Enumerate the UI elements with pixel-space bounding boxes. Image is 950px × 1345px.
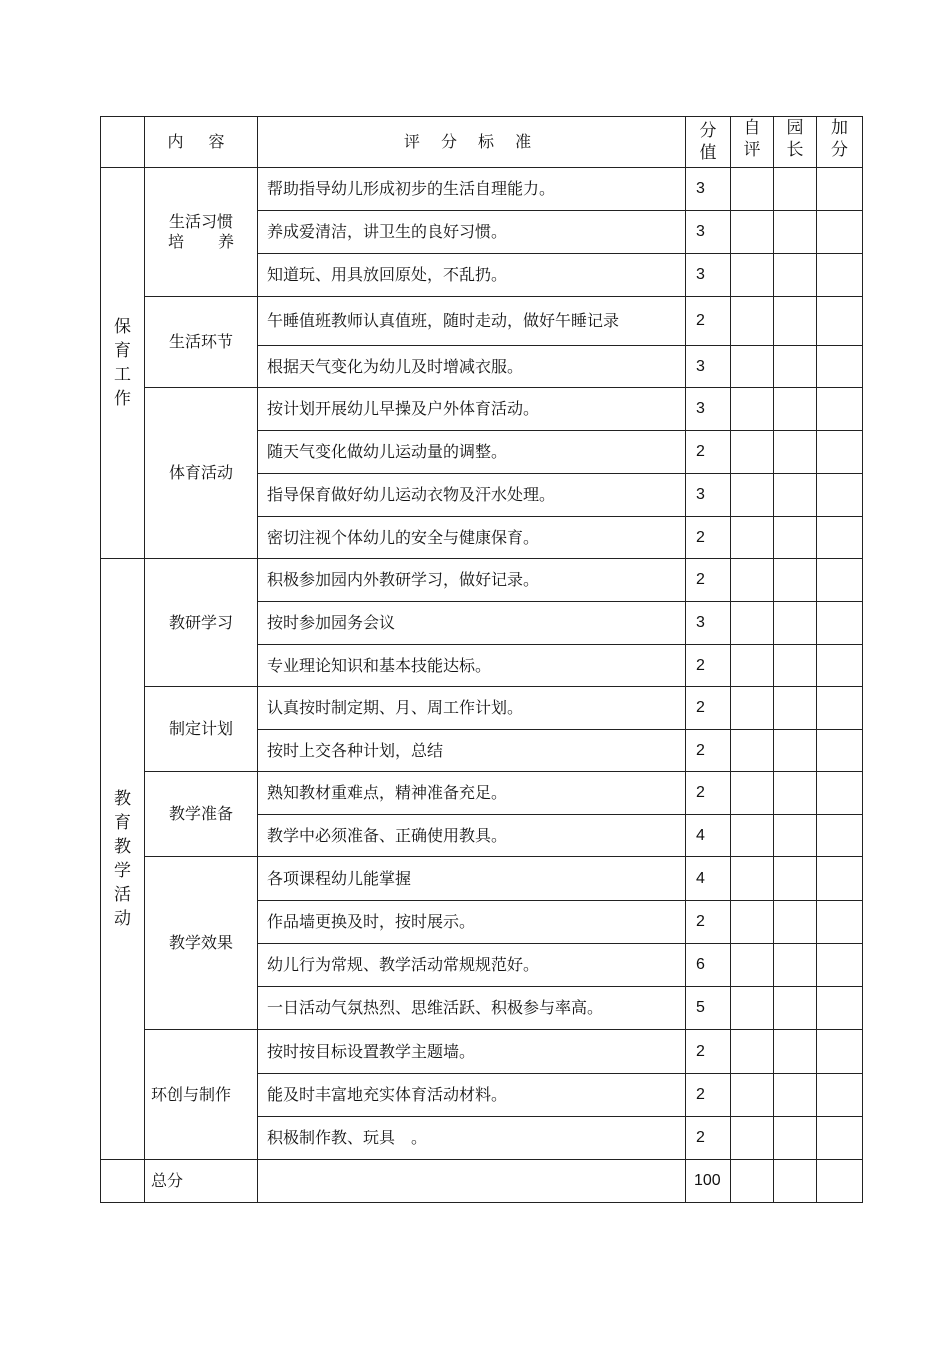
score-value: 3 <box>686 474 731 517</box>
score-value: 2 <box>686 1030 731 1074</box>
criterion-text: 养成爱清洁，讲卫生的良好习惯。 <box>258 211 686 254</box>
bonus-score-cell[interactable] <box>817 602 863 645</box>
criterion-text: 按时按目标设置教学主题墙。 <box>258 1030 686 1074</box>
header-self: 自评 <box>731 117 774 168</box>
director-score-cell[interactable] <box>774 297 817 346</box>
criterion-text: 一日活动气氛热烈、思维活跃、积极参与率高。 <box>258 987 686 1030</box>
table-row <box>101 388 863 431</box>
score-value: 2 <box>686 645 731 687</box>
score-value: 3 <box>686 602 731 645</box>
table-row <box>101 857 863 901</box>
criterion-text: 密切注视个体幼儿的安全与健康保育。 <box>258 517 686 559</box>
criterion-text: 教学中必须准备、正确使用教具。 <box>258 815 686 857</box>
self-score-cell[interactable] <box>731 602 774 645</box>
criterion-text: 认真按时制定期、月、周工作计划。 <box>258 687 686 730</box>
director-score-cell[interactable] <box>774 1030 817 1074</box>
criterion-text: 午睡值班教师认真值班，随时走动，做好午睡记录 <box>258 297 686 346</box>
self-score-cell[interactable] <box>731 901 774 944</box>
group-teaching-prep: 教学准备 <box>145 772 258 857</box>
self-score-cell[interactable] <box>731 687 774 730</box>
bonus-score-cell[interactable] <box>817 687 863 730</box>
total-score: 100 <box>686 1160 731 1203</box>
director-score-cell[interactable] <box>774 645 817 687</box>
header-content: 内 容 <box>145 117 258 168</box>
total-blank-cell <box>101 1160 145 1203</box>
director-score-cell[interactable] <box>774 987 817 1030</box>
bonus-score-cell[interactable] <box>817 1160 863 1203</box>
self-score-cell[interactable] <box>731 168 774 211</box>
criterion-text: 幼儿行为常规、教学活动常规规范好。 <box>258 944 686 987</box>
score-value: 2 <box>686 517 731 559</box>
bonus-score-cell[interactable] <box>817 944 863 987</box>
criterion-text: 专业理论知识和基本技能达标。 <box>258 645 686 687</box>
criterion-text: 积极参加园内外教研学习，做好记录。 <box>258 559 686 602</box>
bonus-score-cell[interactable] <box>817 388 863 431</box>
score-value: 2 <box>686 901 731 944</box>
director-score-cell[interactable] <box>774 211 817 254</box>
criterion-text: 积极制作教、玩具 。 <box>258 1117 686 1160</box>
score-value: 3 <box>686 168 731 211</box>
category-care: 保育工作 <box>101 168 145 559</box>
score-value: 3 <box>686 346 731 388</box>
bonus-score-cell[interactable] <box>817 645 863 687</box>
criterion-text: 按时参加园务会议 <box>258 602 686 645</box>
score-value: 2 <box>686 297 731 346</box>
director-score-cell[interactable] <box>774 517 817 559</box>
self-score-cell[interactable] <box>731 517 774 559</box>
director-score-cell[interactable] <box>774 431 817 474</box>
bonus-score-cell[interactable] <box>817 474 863 517</box>
group-environment-crafts: 环创与制作 <box>145 1030 258 1160</box>
bonus-score-cell[interactable] <box>817 815 863 857</box>
director-score-cell[interactable] <box>774 901 817 944</box>
score-value: 2 <box>686 559 731 602</box>
self-score-cell[interactable] <box>731 645 774 687</box>
group-make-plans: 制定计划 <box>145 687 258 772</box>
bonus-score-cell[interactable] <box>817 901 863 944</box>
criterion-text: 作品墙更换及时，按时展示。 <box>258 901 686 944</box>
score-value: 2 <box>686 772 731 815</box>
bonus-score-cell[interactable] <box>817 168 863 211</box>
bonus-score-cell[interactable] <box>817 559 863 602</box>
table-row <box>101 559 863 602</box>
criterion-text: 随天气变化做幼儿运动量的调整。 <box>258 431 686 474</box>
bonus-score-cell[interactable] <box>817 254 863 297</box>
self-score-cell[interactable] <box>731 730 774 772</box>
bonus-score-cell[interactable] <box>817 297 863 346</box>
criterion-text: 根据天气变化为幼儿及时增减衣服。 <box>258 346 686 388</box>
bonus-score-cell[interactable] <box>817 431 863 474</box>
self-score-cell[interactable] <box>731 1074 774 1117</box>
director-score-cell[interactable] <box>774 346 817 388</box>
bonus-score-cell[interactable] <box>817 346 863 388</box>
header-criteria: 评 分 标 准 <box>258 117 686 168</box>
director-score-cell[interactable] <box>774 730 817 772</box>
table-row <box>101 687 863 730</box>
total-criteria-cell <box>258 1160 686 1203</box>
director-score-cell[interactable] <box>774 559 817 602</box>
director-score-cell[interactable] <box>774 772 817 815</box>
table-row <box>101 1030 863 1074</box>
self-score-cell[interactable] <box>731 388 774 431</box>
bonus-score-cell[interactable] <box>817 1074 863 1117</box>
header-director: 园长 <box>774 117 817 168</box>
self-score-cell[interactable] <box>731 1117 774 1160</box>
director-score-cell[interactable] <box>774 687 817 730</box>
director-score-cell[interactable] <box>774 1117 817 1160</box>
score-value: 6 <box>686 944 731 987</box>
criterion-text: 指导保育做好幼儿运动衣物及汗水处理。 <box>258 474 686 517</box>
total-label: 总分 <box>145 1160 258 1203</box>
criterion-text: 各项课程幼儿能掌握 <box>258 857 686 901</box>
score-value: 3 <box>686 254 731 297</box>
criterion-text: 能及时丰富地充实体育活动材料。 <box>258 1074 686 1117</box>
self-score-cell[interactable] <box>731 1030 774 1074</box>
self-score-cell[interactable] <box>731 431 774 474</box>
score-value: 5 <box>686 987 731 1030</box>
self-score-cell[interactable] <box>731 815 774 857</box>
table-row <box>101 772 863 815</box>
score-value: 4 <box>686 857 731 901</box>
director-score-cell[interactable] <box>774 254 817 297</box>
self-score-cell[interactable] <box>731 1160 774 1203</box>
group-teaching-results: 教学效果 <box>145 857 258 1030</box>
criterion-text: 按计划开展幼儿早操及户外体育活动。 <box>258 388 686 431</box>
header-blank-cell <box>101 117 145 168</box>
bonus-score-cell[interactable] <box>817 1117 863 1160</box>
criterion-text: 帮助指导幼儿形成初步的生活自理能力。 <box>258 168 686 211</box>
group-daily-routine: 生活环节 <box>145 297 258 388</box>
category-teaching: 教育教学活动 <box>101 559 145 1160</box>
bonus-score-cell[interactable] <box>817 1030 863 1074</box>
score-value: 2 <box>686 730 731 772</box>
director-score-cell[interactable] <box>774 857 817 901</box>
score-value: 3 <box>686 388 731 431</box>
self-score-cell[interactable] <box>731 772 774 815</box>
bonus-score-cell[interactable] <box>817 517 863 559</box>
director-score-cell[interactable] <box>774 388 817 431</box>
score-value: 4 <box>686 815 731 857</box>
director-score-cell[interactable] <box>774 1074 817 1117</box>
bonus-score-cell[interactable] <box>817 211 863 254</box>
director-score-cell[interactable] <box>774 944 817 987</box>
header-bonus: 加分 <box>817 117 863 168</box>
score-value: 3 <box>686 211 731 254</box>
criterion-text: 熟知教材重难点，精神准备充足。 <box>258 772 686 815</box>
self-score-cell[interactable] <box>731 254 774 297</box>
score-value: 2 <box>686 1117 731 1160</box>
bonus-score-cell[interactable] <box>817 772 863 815</box>
evaluation-table <box>100 116 863 1203</box>
self-score-cell[interactable] <box>731 987 774 1030</box>
self-score-cell[interactable] <box>731 211 774 254</box>
self-score-cell[interactable] <box>731 857 774 901</box>
table-row <box>101 297 863 346</box>
director-score-cell[interactable] <box>774 815 817 857</box>
group-physical-activity: 体育活动 <box>145 388 258 559</box>
director-score-cell[interactable] <box>774 168 817 211</box>
self-score-cell[interactable] <box>731 346 774 388</box>
bonus-score-cell[interactable] <box>817 987 863 1030</box>
header-row <box>101 117 863 168</box>
bonus-score-cell[interactable] <box>817 730 863 772</box>
director-score-cell[interactable] <box>774 474 817 517</box>
group-habits: 生活习惯 培 养 <box>145 168 258 297</box>
criterion-text: 知道玩、用具放回原处，不乱扔。 <box>258 254 686 297</box>
header-score: 分值 <box>686 117 731 168</box>
bonus-score-cell[interactable] <box>817 857 863 901</box>
director-score-cell[interactable] <box>774 602 817 645</box>
group-research-study: 教研学习 <box>145 559 258 687</box>
table-row <box>101 168 863 211</box>
score-value: 2 <box>686 1074 731 1117</box>
score-value: 2 <box>686 687 731 730</box>
criterion-text: 按时上交各种计划，总结 <box>258 730 686 772</box>
self-score-cell[interactable] <box>731 297 774 346</box>
self-score-cell[interactable] <box>731 559 774 602</box>
director-score-cell[interactable] <box>774 1160 817 1203</box>
self-score-cell[interactable] <box>731 944 774 987</box>
self-score-cell[interactable] <box>731 474 774 517</box>
score-value: 2 <box>686 431 731 474</box>
total-row <box>101 1160 863 1203</box>
